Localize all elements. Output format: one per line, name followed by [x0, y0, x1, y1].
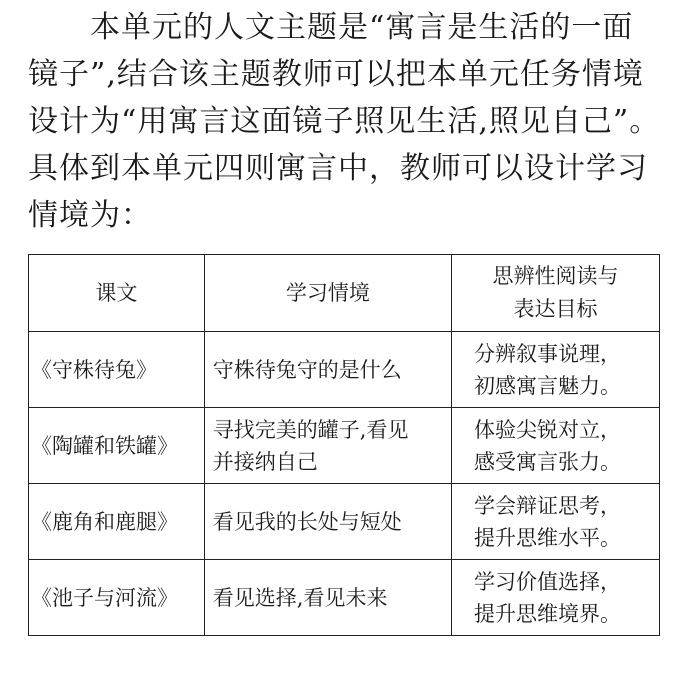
paragraph-line: 情境为：: [28, 198, 152, 233]
cell-situation: [204, 332, 451, 408]
cell-text: 《陶罐和铁罐》: [29, 408, 205, 484]
cell-goal-line: 分辨叙事说理，: [473, 341, 621, 366]
cell-goal-line: 体验尖锐对立，: [473, 417, 621, 442]
cell-goal-line: 提升思维水平。: [473, 525, 621, 550]
paragraph-line: 设计为“用寓言这面镜子照见生活,照见自己”。: [28, 104, 661, 139]
table-row: [29, 408, 660, 484]
table-row: [29, 484, 660, 560]
cell-situation-line: 守株待兔守的是什么: [212, 357, 402, 382]
cell-situation: [204, 560, 451, 636]
header-goal: [451, 255, 659, 332]
paragraph-line: 本单元的人文主题是“寓言是生活的一面: [90, 10, 634, 45]
cell-goal-line: 学习价值选择，: [473, 569, 621, 594]
cell-situation: [204, 408, 451, 484]
cell-situation-line: 寻找完美的罐子,看见: [212, 417, 409, 442]
table-row: [29, 560, 660, 636]
cell-text: 《鹿角和鹿腿》: [29, 484, 205, 560]
body-paragraph: [28, 4, 678, 239]
learning-situation-table: [28, 254, 660, 636]
paragraph-line: 具体到本单元四则寓言中，教师可以设计学习: [28, 151, 648, 186]
header-goal-line: 思辨性阅读与: [492, 264, 619, 288]
cell-text: 《守株待兔》: [29, 332, 205, 408]
paragraph-line: 镜子”,结合该主题教师可以把本单元任务情境: [28, 57, 644, 92]
cell-situation-line: 看见我的长处与短处: [212, 509, 402, 534]
cell-situation-line: 看见选择,看见未来: [212, 585, 388, 610]
cell-goal-line: 感受寓言张力。: [473, 449, 621, 474]
cell-goal: [451, 408, 659, 484]
cell-goal-line: 学会辩证思考，: [473, 493, 621, 518]
cell-situation: [204, 484, 451, 560]
cell-goal-line: 初感寓言魅力。: [473, 373, 621, 398]
cell-goal-line: 提升思维境界。: [473, 601, 621, 626]
cell-situation-line: 并接纳自己: [212, 449, 318, 474]
cell-text: 《池子与河流》: [29, 560, 205, 636]
cell-goal: [451, 560, 659, 636]
table-header-row: [29, 255, 660, 332]
header-text: 课文: [29, 255, 205, 332]
cell-goal: [451, 484, 659, 560]
header-goal-line: 表达目标: [513, 297, 598, 321]
cell-goal: [451, 332, 659, 408]
header-situation: 学习情境: [204, 255, 451, 332]
table-row: [29, 332, 660, 408]
